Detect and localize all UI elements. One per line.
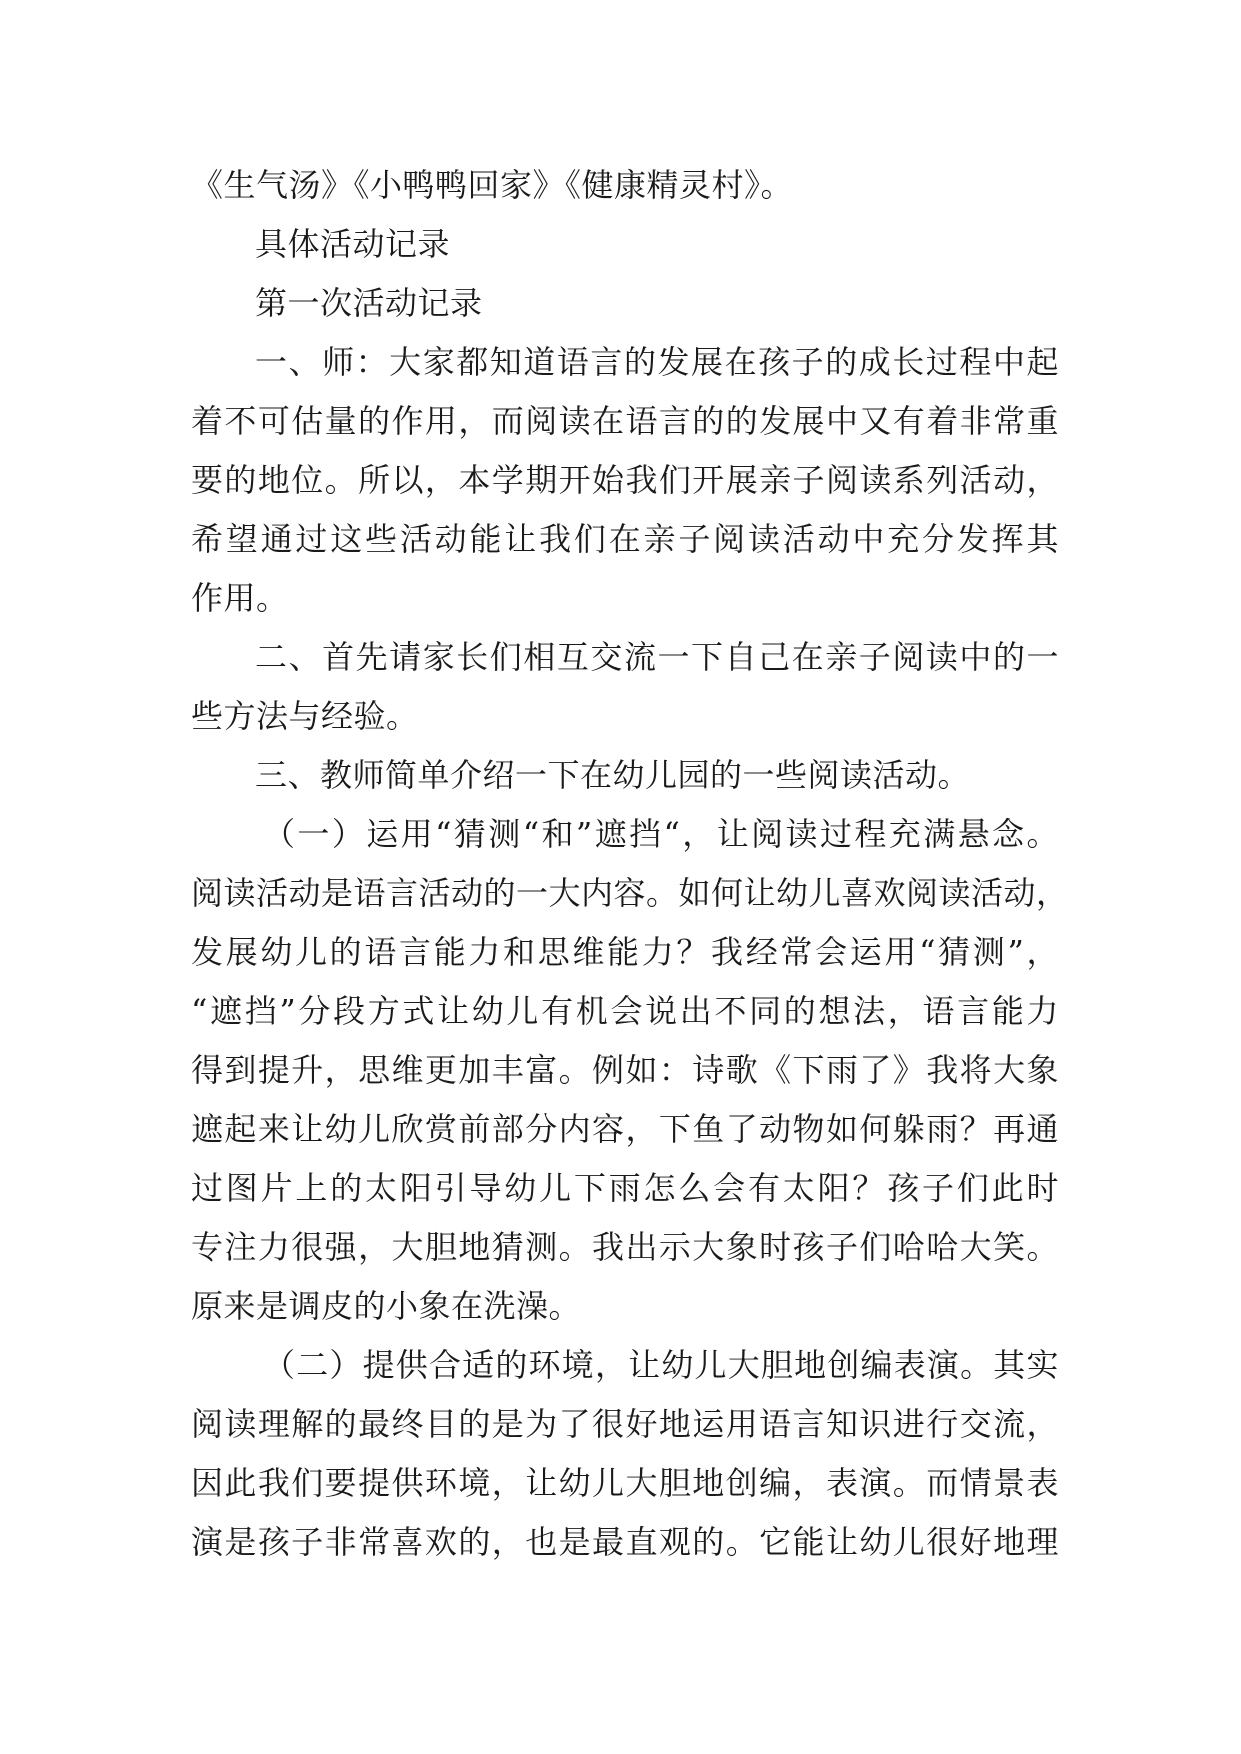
paragraph-line: 些方法与经验。 (191, 697, 419, 735)
paragraph-line: 演是孩子非常喜欢的，也是最直观的。它能让幼儿很好地理 (191, 1523, 1059, 1561)
paragraph-line: 着不可估量的作用，而阅读在语言的的发展中又有着非常重 (191, 402, 1059, 440)
paragraph-line: 专注力很强，大胆地猜测。我出示大象时孩子们哈哈大笑。 (191, 1228, 1059, 1266)
section-heading: 第一次活动记录 (255, 284, 483, 322)
paragraph-line: 因此我们要提供环境，让幼儿大胆地创编，表演。而情景表 (191, 1464, 1059, 1502)
document-page (191, 156, 1069, 1572)
paragraph-line: 阅读理解的最终目的是为了很好地运用语言知识进行交流， (191, 1405, 1059, 1443)
paragraph-line: 遮起来让幼儿欣赏前部分内容，下鱼了动物如何躲雨？再通 (191, 1110, 1059, 1148)
paragraph-line: （一）运用“猜测“和”遮挡“，让阅读过程充满悬念。 (263, 815, 1059, 853)
paragraph-line: （二）提供合适的环境，让幼儿大胆地创编表演。其实 (263, 1346, 1059, 1384)
paragraph-line: 阅读活动是语言活动的一大内容。如何让幼儿喜欢阅读活动， (191, 874, 1069, 912)
paragraph-line: 作用。 (191, 579, 289, 617)
paragraph-line: 二、首先请家长们相互交流一下自己在亲子阅读中的一 (255, 638, 1059, 676)
paragraph-line: 原来是调皮的小象在洗澡。 (191, 1287, 582, 1325)
paragraph-line: “遮挡”分段方式让幼儿有机会说出不同的想法，语言能力 (191, 992, 1059, 1030)
paragraph-line: 一、师：大家都知道语言的发展在孩子的成长过程中起 (255, 343, 1059, 381)
paragraph-line: 《生气汤》《小鸭鸭回家》《健康精灵村》。 (191, 166, 794, 204)
paragraph-line: 过图片上的太阳引导幼儿下雨怎么会有太阳？孩子们此时 (191, 1169, 1059, 1207)
paragraph-line: 希望通过这些活动能让我们在亲子阅读活动中充分发挥其 (191, 520, 1059, 558)
paragraph-line: 得到提升，思维更加丰富。例如：诗歌《下雨了》我将大象 (191, 1051, 1059, 1089)
section-heading: 具体活动记录 (255, 225, 451, 263)
paragraph-line: 要的地位。所以，本学期开始我们开展亲子阅读系列活动， (191, 461, 1059, 499)
paragraph-line: 三、教师简单介绍一下在幼儿园的一些阅读活动。 (255, 756, 971, 794)
paragraph-line: 发展幼儿的语言能力和思维能力？我经常会运用“猜测”， (191, 933, 1059, 971)
